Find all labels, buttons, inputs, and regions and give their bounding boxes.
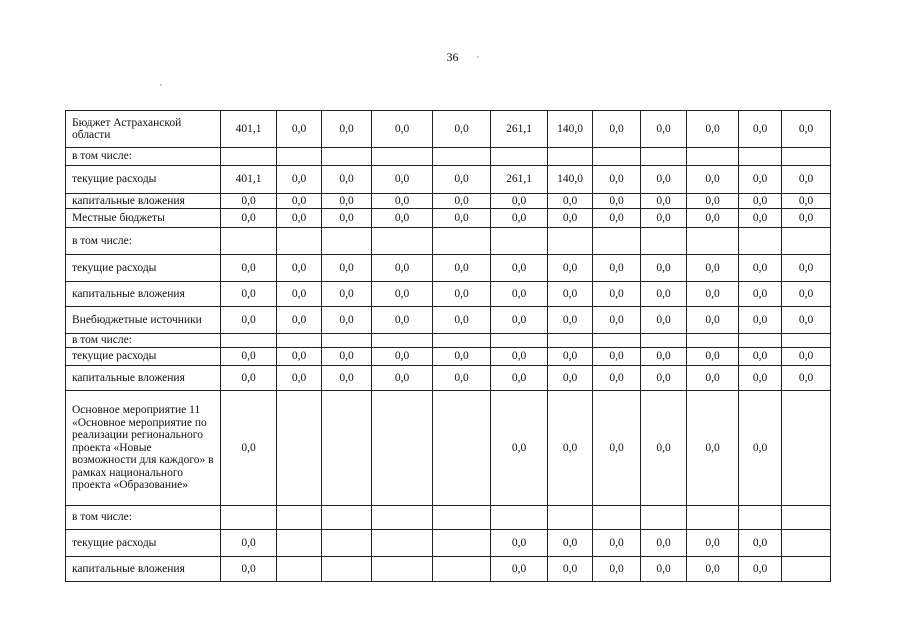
value-cell xyxy=(641,148,687,166)
value-cell xyxy=(221,334,277,348)
value-cell: 0,0 xyxy=(221,209,277,228)
value-cell xyxy=(372,148,433,166)
value-cell xyxy=(372,228,433,255)
value-cell: 0,0 xyxy=(372,209,433,228)
value-cell: 0,0 xyxy=(641,391,687,506)
value-cell: 0,0 xyxy=(372,307,433,334)
value-cell: 0,0 xyxy=(641,209,687,228)
value-cell xyxy=(782,334,831,348)
table-row xyxy=(66,166,831,194)
value-cell xyxy=(593,228,641,255)
value-cell: 0,0 xyxy=(782,166,831,194)
value-cell: 0,0 xyxy=(433,255,491,282)
value-cell: 0,0 xyxy=(782,194,831,209)
value-cell: 0,0 xyxy=(687,166,739,194)
value-cell: 0,0 xyxy=(433,348,491,366)
value-cell: 0,0 xyxy=(782,282,831,307)
value-cell: 0,0 xyxy=(739,255,782,282)
value-cell: 0,0 xyxy=(433,194,491,209)
value-cell: 0,0 xyxy=(277,255,322,282)
row-label: Бюджет Астраханской области xyxy=(66,111,221,148)
value-cell xyxy=(277,557,322,582)
value-cell: 0,0 xyxy=(372,194,433,209)
value-cell: 0,0 xyxy=(687,307,739,334)
value-cell: 0,0 xyxy=(739,307,782,334)
value-cell: 0,0 xyxy=(548,348,593,366)
row-label: текущие расходы xyxy=(66,348,221,366)
value-cell: 0,0 xyxy=(548,391,593,506)
row-label: в том числе: xyxy=(66,228,221,255)
value-cell xyxy=(739,228,782,255)
table-row xyxy=(66,348,831,366)
value-cell: 0,0 xyxy=(277,307,322,334)
value-cell xyxy=(322,506,372,530)
row-label: капитальные вложения xyxy=(66,366,221,391)
value-cell: 0,0 xyxy=(221,194,277,209)
page-number: 36 xyxy=(446,50,459,64)
value-cell xyxy=(277,391,322,506)
value-cell xyxy=(277,334,322,348)
value-cell: 0,0 xyxy=(322,282,372,307)
value-cell: 0,0 xyxy=(593,209,641,228)
value-cell: 0,0 xyxy=(687,282,739,307)
value-cell: 0,0 xyxy=(782,255,831,282)
value-cell xyxy=(548,228,593,255)
value-cell xyxy=(322,148,372,166)
value-cell xyxy=(548,334,593,348)
value-cell: 0,0 xyxy=(641,255,687,282)
value-cell xyxy=(491,228,548,255)
value-cell: 0,0 xyxy=(593,255,641,282)
value-cell: 0,0 xyxy=(491,194,548,209)
value-cell: 0,0 xyxy=(491,282,548,307)
value-cell: 0,0 xyxy=(491,391,548,506)
value-cell: 0,0 xyxy=(372,348,433,366)
value-cell xyxy=(687,506,739,530)
value-cell xyxy=(739,148,782,166)
value-cell xyxy=(641,228,687,255)
value-cell: 0,0 xyxy=(593,348,641,366)
value-cell xyxy=(322,334,372,348)
value-cell: 0,0 xyxy=(433,209,491,228)
value-cell xyxy=(782,228,831,255)
value-cell xyxy=(782,148,831,166)
value-cell: 0,0 xyxy=(548,307,593,334)
value-cell xyxy=(491,506,548,530)
value-cell: 0,0 xyxy=(221,307,277,334)
value-cell xyxy=(433,391,491,506)
value-cell xyxy=(372,557,433,582)
value-cell xyxy=(548,506,593,530)
scan-speck xyxy=(477,56,479,58)
value-cell: 0,0 xyxy=(739,194,782,209)
table-row xyxy=(66,391,831,506)
value-cell: 0,0 xyxy=(322,194,372,209)
row-label: в том числе: xyxy=(66,148,221,166)
value-cell: 0,0 xyxy=(491,307,548,334)
value-cell: 0,0 xyxy=(593,366,641,391)
value-cell: 0,0 xyxy=(548,557,593,582)
row-label: текущие расходы xyxy=(66,166,221,194)
value-cell: 0,0 xyxy=(433,366,491,391)
row-label: капитальные вложения xyxy=(66,194,221,209)
table-row xyxy=(66,506,831,530)
value-cell: 0,0 xyxy=(641,557,687,582)
value-cell: 0,0 xyxy=(739,391,782,506)
value-cell: 0,0 xyxy=(277,366,322,391)
value-cell: 0,0 xyxy=(277,348,322,366)
value-cell: 0,0 xyxy=(739,209,782,228)
value-cell: 0,0 xyxy=(593,307,641,334)
value-cell: 0,0 xyxy=(739,557,782,582)
value-cell: 0,0 xyxy=(548,282,593,307)
row-label: Основное мероприятие 11 «Основное мероприятие по реализации регионального проекта «Новые возможности для каждого» в рамках национального проекта «Образование» xyxy=(66,391,221,506)
value-cell: 0,0 xyxy=(221,282,277,307)
table-row xyxy=(66,530,831,557)
value-cell xyxy=(221,506,277,530)
value-cell xyxy=(322,391,372,506)
row-label: Внебюджетные источники xyxy=(66,307,221,334)
value-cell: 0,0 xyxy=(491,530,548,557)
value-cell: 0,0 xyxy=(593,530,641,557)
value-cell: 0,0 xyxy=(739,111,782,148)
value-cell: 0,0 xyxy=(433,166,491,194)
value-cell xyxy=(739,506,782,530)
value-cell: 0,0 xyxy=(641,194,687,209)
value-cell: 0,0 xyxy=(372,282,433,307)
table-row xyxy=(66,334,831,348)
value-cell xyxy=(277,228,322,255)
value-cell: 0,0 xyxy=(322,209,372,228)
value-cell: 0,0 xyxy=(739,530,782,557)
value-cell: 401,1 xyxy=(221,166,277,194)
value-cell: 0,0 xyxy=(641,348,687,366)
value-cell: 0,0 xyxy=(322,166,372,194)
table-row xyxy=(66,366,831,391)
value-cell: 0,0 xyxy=(322,255,372,282)
value-cell: 0,0 xyxy=(221,348,277,366)
budget-table-body xyxy=(66,111,831,582)
value-cell xyxy=(687,334,739,348)
value-cell xyxy=(322,557,372,582)
value-cell: 261,1 xyxy=(491,111,548,148)
table-row xyxy=(66,282,831,307)
value-cell: 0,0 xyxy=(641,366,687,391)
value-cell: 0,0 xyxy=(372,166,433,194)
value-cell: 0,0 xyxy=(687,111,739,148)
value-cell xyxy=(548,148,593,166)
row-label: в том числе: xyxy=(66,506,221,530)
value-cell: 0,0 xyxy=(593,391,641,506)
value-cell: 0,0 xyxy=(491,348,548,366)
value-cell xyxy=(277,506,322,530)
value-cell: 0,0 xyxy=(782,348,831,366)
value-cell: 0,0 xyxy=(548,366,593,391)
value-cell: 0,0 xyxy=(687,348,739,366)
table-row xyxy=(66,228,831,255)
value-cell xyxy=(593,334,641,348)
value-cell: 0,0 xyxy=(491,557,548,582)
value-cell: 0,0 xyxy=(221,557,277,582)
value-cell: 0,0 xyxy=(548,530,593,557)
value-cell: 0,0 xyxy=(782,307,831,334)
value-cell: 0,0 xyxy=(782,111,831,148)
value-cell: 0,0 xyxy=(687,530,739,557)
value-cell: 0,0 xyxy=(739,282,782,307)
value-cell: 0,0 xyxy=(687,557,739,582)
value-cell: 0,0 xyxy=(322,366,372,391)
value-cell xyxy=(372,334,433,348)
value-cell xyxy=(782,530,831,557)
value-cell: 0,0 xyxy=(687,391,739,506)
value-cell: 0,0 xyxy=(433,307,491,334)
value-cell: 0,0 xyxy=(372,255,433,282)
budget-table xyxy=(65,110,831,582)
value-cell: 0,0 xyxy=(641,282,687,307)
value-cell: 0,0 xyxy=(687,209,739,228)
value-cell xyxy=(433,334,491,348)
value-cell: 0,0 xyxy=(277,209,322,228)
value-cell: 0,0 xyxy=(221,366,277,391)
value-cell xyxy=(782,506,831,530)
row-label: текущие расходы xyxy=(66,255,221,282)
value-cell: 0,0 xyxy=(322,348,372,366)
value-cell xyxy=(687,148,739,166)
value-cell: 261,1 xyxy=(491,166,548,194)
value-cell: 0,0 xyxy=(739,166,782,194)
table-row xyxy=(66,557,831,582)
value-cell: 140,0 xyxy=(548,111,593,148)
row-label: Местные бюджеты xyxy=(66,209,221,228)
value-cell: 0,0 xyxy=(593,111,641,148)
scan-speck xyxy=(160,84,162,86)
row-label: капитальные вложения xyxy=(66,282,221,307)
value-cell xyxy=(322,530,372,557)
value-cell xyxy=(277,148,322,166)
row-label: в том числе: xyxy=(66,334,221,348)
table-row xyxy=(66,148,831,166)
value-cell: 0,0 xyxy=(593,282,641,307)
value-cell: 0,0 xyxy=(641,111,687,148)
value-cell xyxy=(739,334,782,348)
value-cell xyxy=(641,506,687,530)
value-cell xyxy=(593,148,641,166)
value-cell xyxy=(491,148,548,166)
value-cell: 140,0 xyxy=(548,166,593,194)
value-cell xyxy=(687,228,739,255)
value-cell xyxy=(782,391,831,506)
value-cell: 0,0 xyxy=(277,111,322,148)
value-cell: 0,0 xyxy=(739,366,782,391)
table-row xyxy=(66,307,831,334)
value-cell: 0,0 xyxy=(687,194,739,209)
value-cell: 0,0 xyxy=(641,530,687,557)
value-cell xyxy=(433,530,491,557)
value-cell: 0,0 xyxy=(277,166,322,194)
value-cell: 0,0 xyxy=(593,557,641,582)
value-cell xyxy=(372,391,433,506)
value-cell: 0,0 xyxy=(548,194,593,209)
value-cell xyxy=(593,506,641,530)
value-cell: 0,0 xyxy=(491,366,548,391)
table-row xyxy=(66,111,831,148)
value-cell: 0,0 xyxy=(641,166,687,194)
table-row xyxy=(66,209,831,228)
value-cell: 0,0 xyxy=(491,209,548,228)
value-cell xyxy=(372,530,433,557)
value-cell: 0,0 xyxy=(782,366,831,391)
value-cell: 0,0 xyxy=(372,366,433,391)
value-cell: 0,0 xyxy=(641,307,687,334)
value-cell xyxy=(221,148,277,166)
value-cell: 0,0 xyxy=(593,166,641,194)
value-cell: 0,0 xyxy=(322,307,372,334)
value-cell: 0,0 xyxy=(548,255,593,282)
value-cell: 0,0 xyxy=(433,111,491,148)
value-cell xyxy=(433,506,491,530)
value-cell xyxy=(491,334,548,348)
row-label: текущие расходы xyxy=(66,530,221,557)
value-cell xyxy=(322,228,372,255)
row-label: капитальные вложения xyxy=(66,557,221,582)
value-cell xyxy=(277,530,322,557)
value-cell xyxy=(433,228,491,255)
value-cell: 0,0 xyxy=(687,255,739,282)
value-cell xyxy=(433,557,491,582)
value-cell: 0,0 xyxy=(372,111,433,148)
value-cell: 0,0 xyxy=(593,194,641,209)
value-cell: 0,0 xyxy=(277,282,322,307)
value-cell: 0,0 xyxy=(322,111,372,148)
value-cell: 401,1 xyxy=(221,111,277,148)
value-cell: 0,0 xyxy=(277,194,322,209)
value-cell: 0,0 xyxy=(221,530,277,557)
value-cell: 0,0 xyxy=(491,255,548,282)
value-cell: 0,0 xyxy=(221,391,277,506)
value-cell xyxy=(372,506,433,530)
value-cell: 0,0 xyxy=(687,366,739,391)
value-cell xyxy=(221,228,277,255)
value-cell: 0,0 xyxy=(548,209,593,228)
value-cell: 0,0 xyxy=(221,255,277,282)
table-row xyxy=(66,194,831,209)
value-cell xyxy=(782,557,831,582)
table-row xyxy=(66,255,831,282)
value-cell: 0,0 xyxy=(782,209,831,228)
value-cell: 0,0 xyxy=(433,282,491,307)
value-cell xyxy=(641,334,687,348)
value-cell xyxy=(433,148,491,166)
value-cell: 0,0 xyxy=(739,348,782,366)
